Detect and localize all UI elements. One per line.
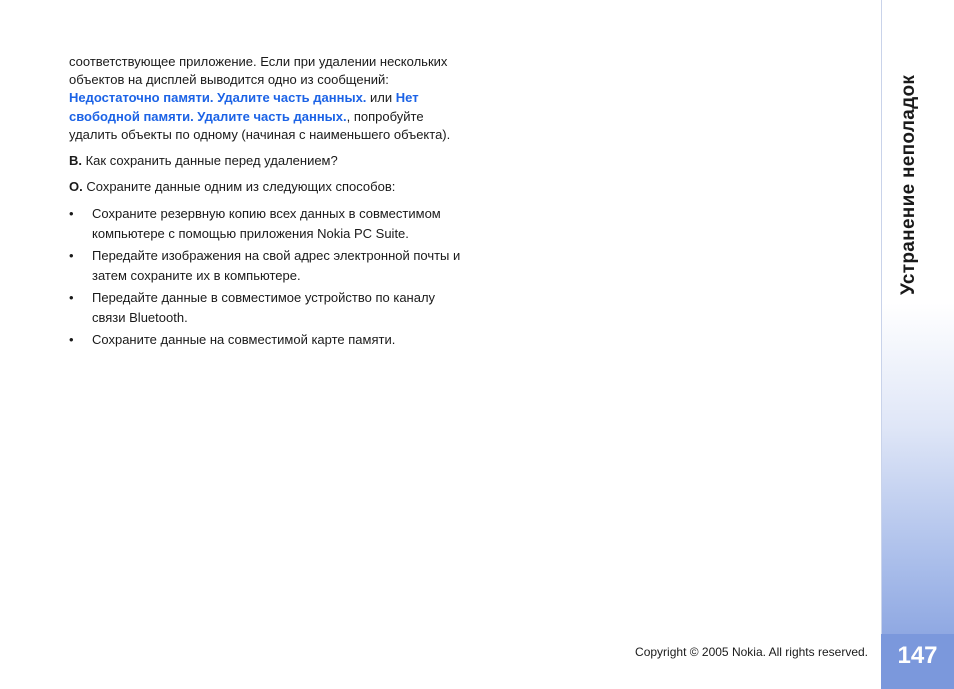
intro-text-a: соответствующее приложение. Если при удалении нескольких объектов на дисплей выводится одно из сообщений: [69,54,448,88]
intro-text-b: или [366,90,396,106]
chapter-title: Устранение неполадок [898,74,919,295]
bullet-icon: • [69,290,74,306]
list-item-text: Сохраните резервную копию всех данных в совместимом компьютере с помощью приложения Nokia PC Suite. [92,206,441,242]
answer-paragraph [69,178,464,196]
page-number-box [881,634,954,689]
answer-text: Сохраните данные одним из следующих способов: [82,179,396,195]
copyright-notice: Copyright © 2005 Nokia. All rights reserved. [635,645,868,659]
answer-label: О. [69,179,83,195]
list-item-text: Сохраните данные на совместимой карте памяти. [92,332,396,348]
question-paragraph [69,152,464,170]
question-label: В. [69,153,82,169]
message-insufficient-memory: Недостаточно памяти. Удалите часть данных. [69,90,367,106]
list-item-text: Передайте изображения на свой адрес электронной почты и затем сохраните их в компьютере. [92,248,461,284]
main-content [69,53,464,352]
list-item [69,330,464,350]
question-text: Как сохранить данные перед удалением? [82,153,338,169]
intro-text-c: , попробуйте удалить объекты по одному (начиная с наименьшего объекта). [69,108,451,142]
chapter-sidebar [881,0,954,689]
page-number: 147 [897,642,938,669]
list-item [69,246,464,286]
bullet-icon: • [69,206,74,222]
list-item-text: Передайте данные в совместимое устройство по каналу связи Bluetooth. [92,290,436,326]
list-item [69,288,464,328]
bullet-list [69,204,464,350]
bullet-icon: • [69,332,74,348]
bullet-icon: • [69,248,74,264]
message-no-free-memory: Нет свободной памяти. Удалите часть данных. [69,90,419,124]
list-item [69,204,464,244]
intro-paragraph [69,53,464,144]
